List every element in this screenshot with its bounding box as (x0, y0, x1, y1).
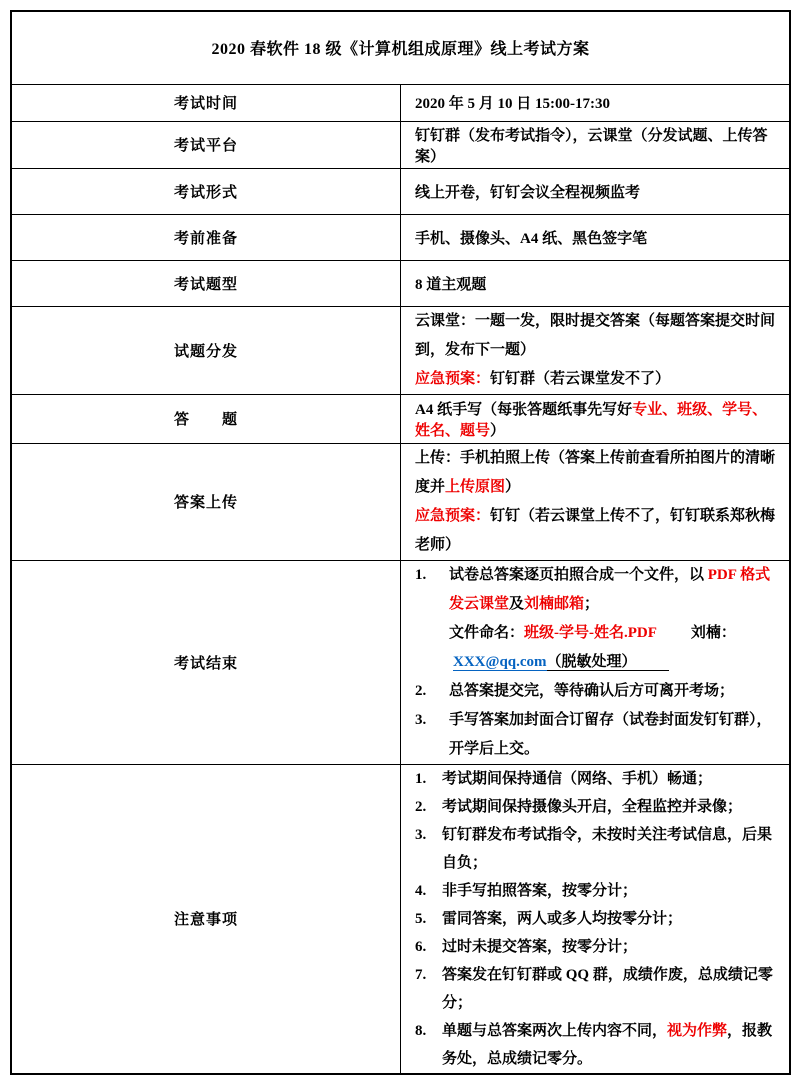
row-label-distribution: 试题分发 (11, 306, 401, 394)
upload-line1-pre: 上传：手机拍照上传（答案上传前查看所拍图片的清晰度并 (415, 449, 776, 495)
exam-end-item1-line2 (449, 619, 781, 677)
list-number: 7. (415, 966, 427, 983)
upload-emergency-text: 钉钉（若云课堂上传不了，钉钉联系郑秋梅老师） (415, 507, 776, 553)
exam-end-item3-text: 手写答案加封面合订留存（试卷封面发钉钉群），开学后上交。 (449, 711, 772, 757)
list-number: 3. (415, 711, 427, 728)
item1-post: ； (584, 595, 600, 612)
list-number: 1. (415, 770, 427, 787)
exam-end-value (401, 560, 791, 764)
list-number: 2. (415, 798, 427, 815)
list-item (415, 1017, 781, 1073)
note-8-cheating-warning: 视为作弊 (667, 1022, 728, 1039)
row-label-question-type: 考试题型 (11, 260, 401, 306)
list-item (415, 821, 781, 877)
row-label-upload: 答案上传 (11, 443, 401, 560)
distribution-line1: 云课堂：一题一发，限时提交答案（每题答案提交时间到，发布下一题） (415, 312, 776, 358)
list-item (415, 793, 781, 821)
note-5-text: 雷同答案，两人或多人均按零分计； (442, 910, 683, 927)
upload-line2 (415, 502, 781, 560)
item1-mailbox-note: 刘楠邮箱 (524, 595, 585, 612)
note-1-text: 考试期间保持通信（网络、手机）畅通； (442, 770, 713, 787)
row-label-platform: 考试平台 (11, 121, 401, 168)
row-label-notes: 注意事项 (11, 764, 401, 1074)
note-8-text (442, 1017, 781, 1073)
list-number: 8. (415, 1022, 427, 1039)
exam-end-item2-text: 总答案提交完，等待确认后方可离开考场； (449, 682, 735, 699)
row-label-answering: 答 题 (11, 394, 401, 443)
email-link[interactable]: XXX@qq.com (453, 653, 547, 670)
exam-plan-table (10, 10, 791, 1075)
emergency-plan-text: 钉钉群（若云课堂发不了） (490, 370, 671, 387)
answering-pre: A4 纸手写（每张答题纸事先写好 (415, 401, 633, 418)
distribution-value (401, 306, 791, 394)
platform-value: 钉钉群（发布考试指令），云课堂（分发试题、上传答案） (401, 121, 791, 168)
list-item (415, 877, 781, 905)
list-item (415, 933, 781, 961)
emergency-plan-label: 应急预案： (415, 370, 491, 387)
upload-emergency-label: 应急预案： (415, 507, 491, 524)
document-title: 2020 春软件 18 级《计算机组成原理》线上考试方案 (11, 11, 790, 84)
distribution-line2 (415, 365, 781, 394)
exam-end-item1-line1 (449, 561, 781, 619)
upload-line1-post: ） (505, 478, 521, 495)
question-type-value: 8 道主观题 (401, 260, 791, 306)
item1-mid: 及 (509, 595, 525, 612)
list-item (415, 905, 781, 933)
note-7-text: 答案发在钉钉群或 QQ 群，成绩作废，总成绩记零分； (442, 966, 773, 1011)
list-item (415, 765, 781, 793)
contact-name: 刘楠： (690, 624, 736, 641)
note-8-post: ，报教务处，总成绩记零分。 (442, 1022, 773, 1067)
answering-post: ） (490, 422, 506, 439)
note-8-pre: 单题与总答案两次上传内容不同， (442, 1022, 668, 1039)
list-item (415, 961, 781, 1017)
exam-time-value: 2020 年 5 月 10 日 15:00-17:30 (401, 84, 791, 121)
list-number: 1. (415, 566, 427, 583)
file-naming-pattern: 班级-学号-姓名.PDF (524, 624, 657, 641)
list-item (415, 677, 781, 706)
list-number: 5. (415, 910, 427, 927)
item1-pdf-note: PDF 格式发云课堂 (449, 566, 771, 612)
answering-required-fields: 专业、班级、学号、姓名、题号 (415, 401, 768, 439)
row-label-exam-time: 考试时间 (11, 84, 401, 121)
row-label-exam-end: 考试结束 (11, 560, 401, 764)
list-number: 3. (415, 826, 427, 843)
preparation-value: 手机、摄像头、A4 纸、黑色签字笔 (401, 214, 791, 260)
row-label-preparation: 考前准备 (11, 214, 401, 260)
list-number: 2. (415, 682, 427, 699)
list-number: 6. (415, 938, 427, 955)
upload-line1 (415, 444, 781, 502)
list-item (415, 706, 781, 764)
note-6-text: 过时未提交答案，按零分计； (442, 938, 638, 955)
list-item (415, 561, 781, 619)
email-privacy-note: （脱敏处理） (547, 654, 669, 671)
file-naming-label: 文件命名： (449, 624, 525, 641)
notes-value (401, 764, 791, 1074)
row-label-format: 考试形式 (11, 168, 401, 214)
note-2-text: 考试期间保持摄像头开启，全程监控并录像； (442, 798, 743, 815)
item1-pre: 试卷总答案逐页拍照合成一个文件，以 (449, 566, 708, 583)
upload-value (401, 443, 791, 560)
answering-value (401, 394, 791, 443)
format-value: 线上开卷，钉钉会议全程视频监考 (401, 168, 791, 214)
list-number: 4. (415, 882, 427, 899)
note-4-text: 非手写拍照答案，按零分计； (442, 882, 638, 899)
note-3-text: 钉钉群发布考试指令，未按时关注考试信息，后果自负； (442, 826, 773, 871)
upload-original-note: 上传原图 (445, 478, 506, 495)
